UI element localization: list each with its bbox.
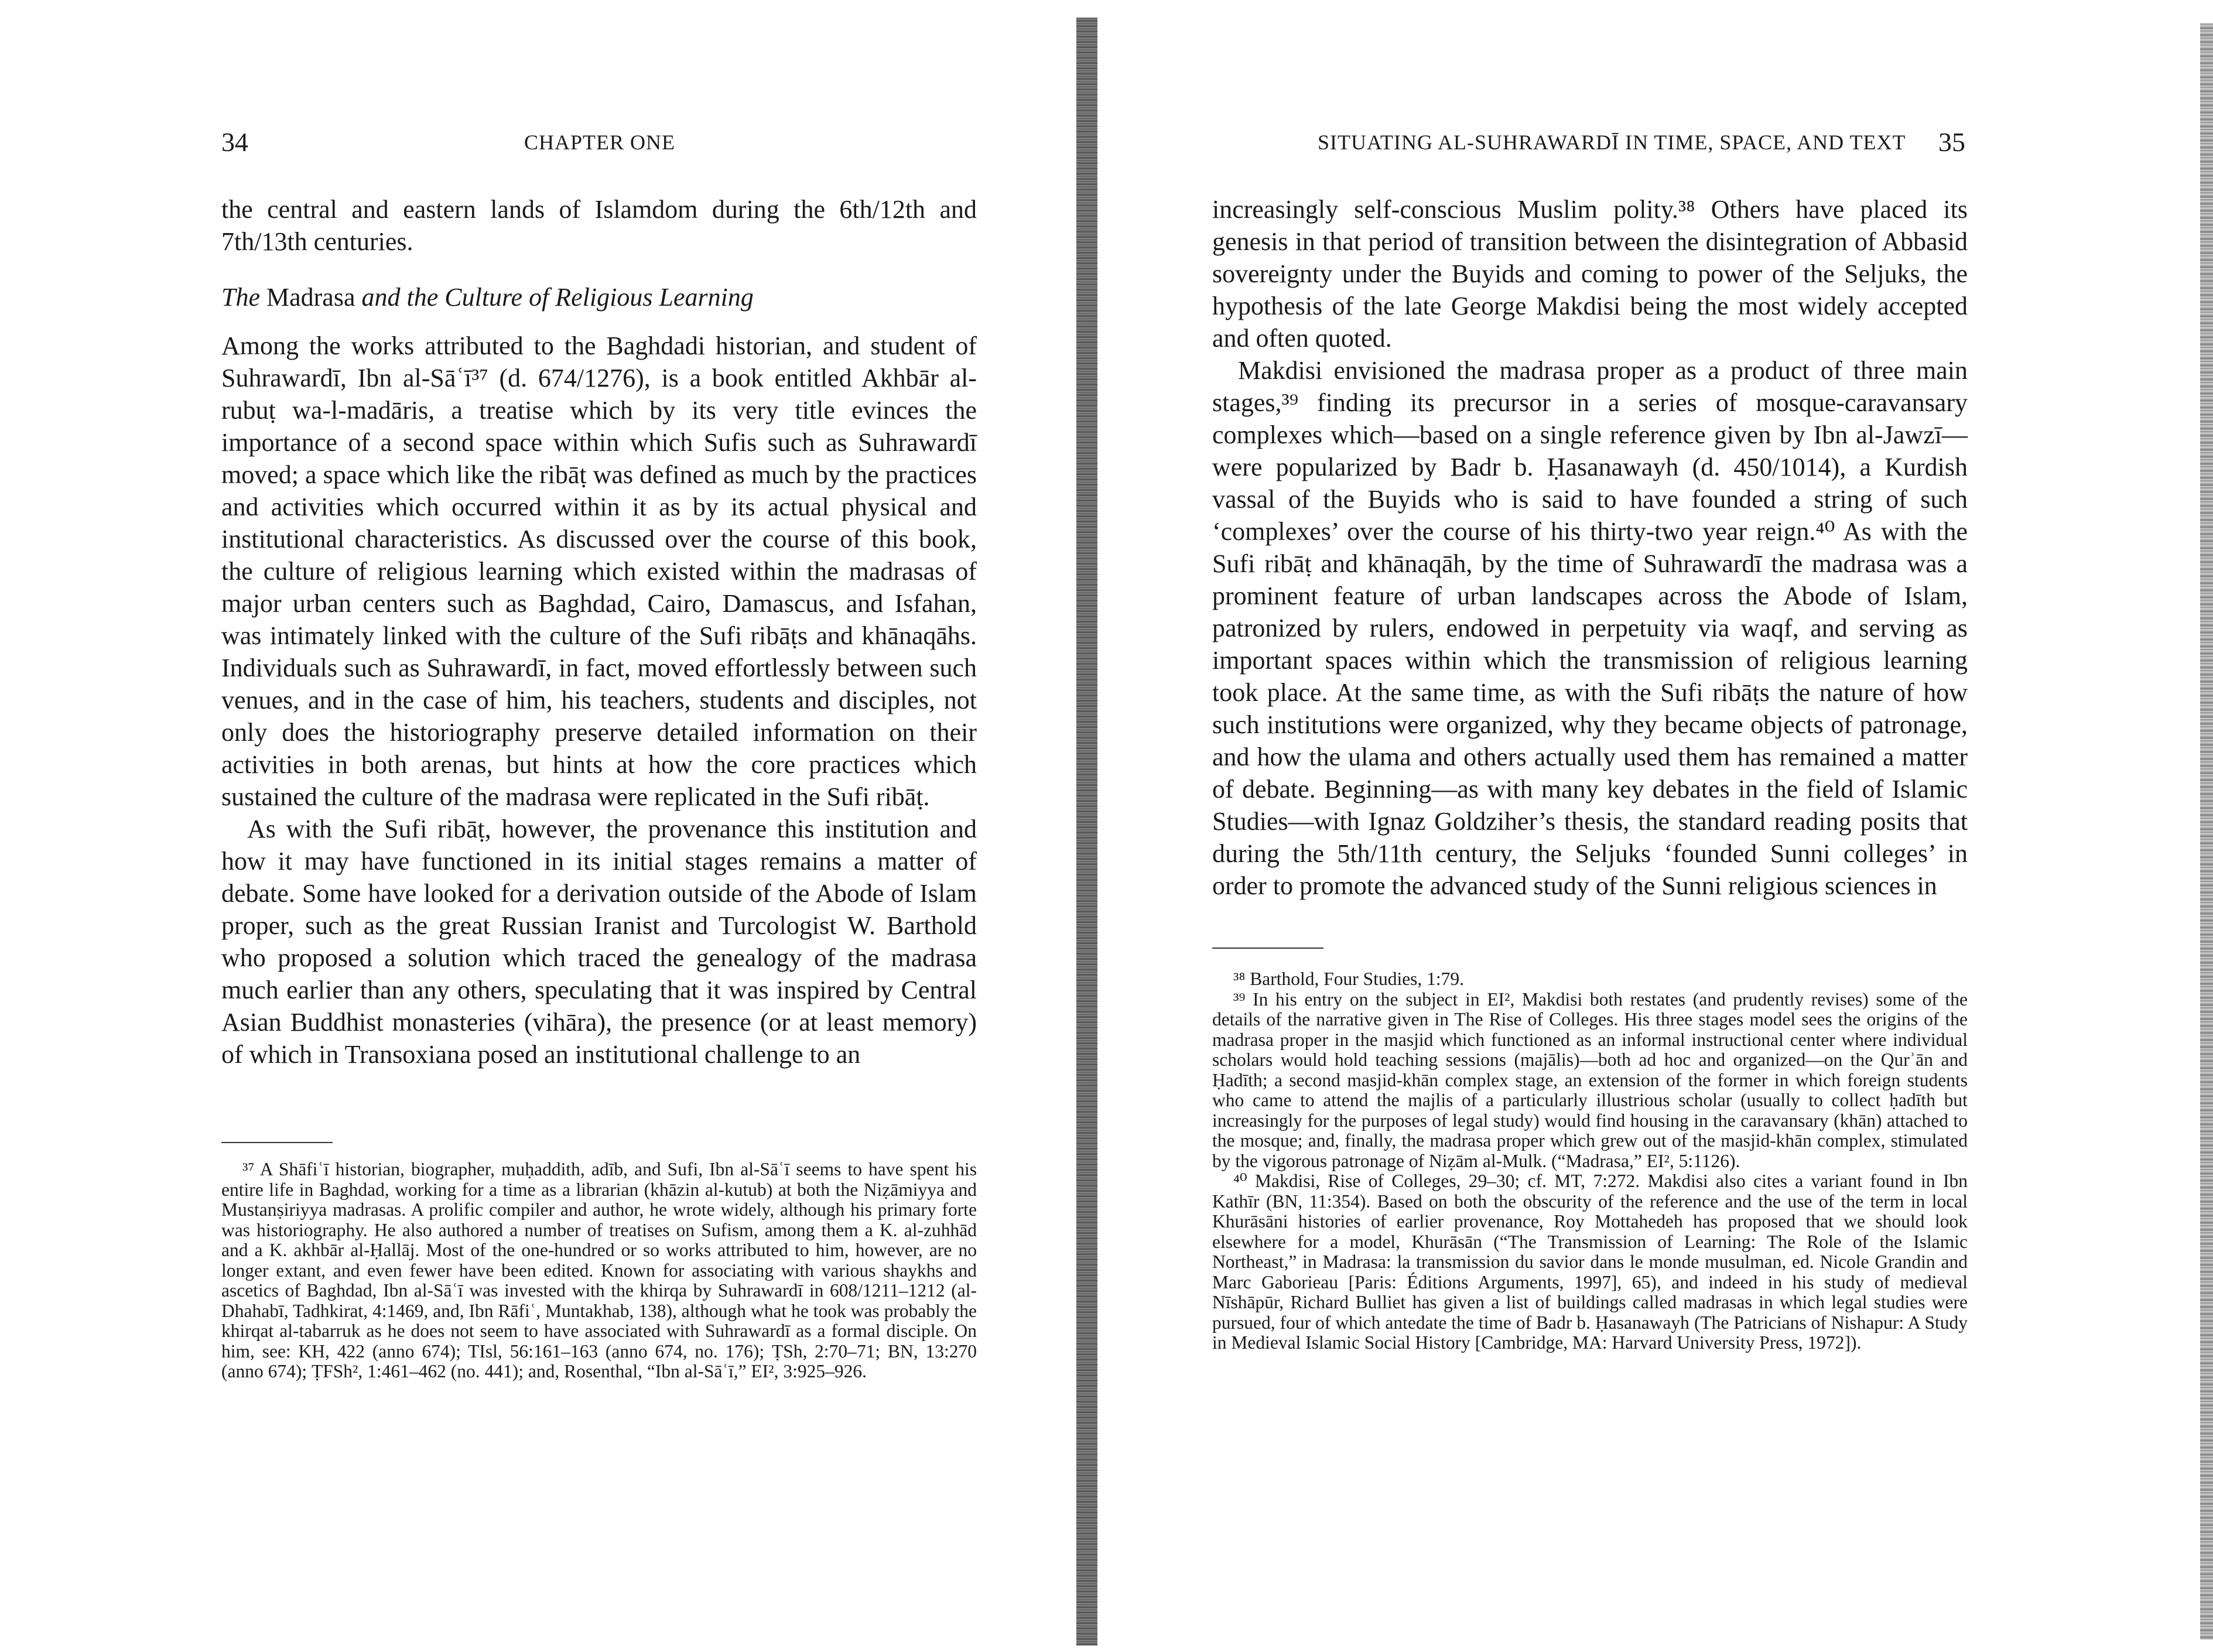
opening-paragraph: the central and eastern lands of Islamdom during the 6th/12th and 7th/13th centuries.: [221, 195, 977, 256]
footnote-rule: [221, 1142, 333, 1143]
section-heading: [221, 281, 977, 313]
body-text: [221, 193, 977, 1070]
footnotes: [221, 1160, 977, 1382]
page-edge: [2200, 23, 2213, 1640]
page-number: 34: [221, 127, 248, 157]
paragraph-1: increasingly self-conscious Muslim polity.³⁸ Others have placed its genesis in that period of transition between the disintegration of Abbasid sovereignty under the Buyids and coming to power of the Seljuks, the hypothesis of the late George Makdisi being the most widely accepted and often quoted.: [1212, 195, 1968, 353]
footnote-40: ⁴⁰ Makdisi, Rise of Colleges, 29–30; cf. MT, 7:272. Makdisi also cites a variant found in Ibn Kathīr (BN, 11:354). Based on both the obscurity of the reference and the use of the term in local Khurāsāni histories of earlier provenance, Roy Mottahedeh has proposed that we should look elsewhere for a model, Khurāsān (“The Transmission of Learning: The Role of the Islamic Northeast,” in Madrasa: la transmission du savior dans le monde musulman, ed. Nicole Grandin and Marc Gaborieau [Paris: Éditions Arguments, 1997], 65), and indeed in his study of medieval Nīshāpūr, Richard Bulliet has given a list of buildings called madrasas in which legal studies were pursued, four of which antedate the time of Badr b. Ḥasanawayh (The Patricians of Nishapur: A Study in Medieval Islamic Social History [Cambridge, MA: Harvard University Press, 1972]).: [1212, 1171, 1968, 1353]
running-head: SITUATING AL-SUHRAWARDĪ IN TIME, SPACE, AND TEXT: [1318, 131, 1906, 154]
paragraph-2: As with the Sufi ribāṭ, however, the provenance this institution and how it may have functioned in its initial stages remains a matter of debate. Some have looked for a derivation outside of the Abode of Islam proper, such as the great Russian Iranist and Turcologist W. Barthold who proposed a solution which traced the genealogy of the madrasa much earlier than any others, speculating that it was inspired by Central Asian Buddhist monasteries (vihāra), the presence (or at least memory) of which in Transoxiana posed an institutional challenge to an: [221, 815, 977, 1069]
right-page: [1095, 0, 2213, 1652]
footnote-38: ³⁸ Barthold, Four Studies, 1:79.: [1233, 969, 1465, 989]
page-number: 35: [1938, 127, 1965, 157]
footnote-39: ³⁹ In his entry on the subject in EI², Makdisi both restates (and prudently revises) some of the details of the narrative given in The Rise of Colleges. His three stages model sees the origins of the madrasa proper in the masjid which functioned as an informal instructional center where individual scholars would hold teaching sessions (majālis)—both ad hoc and organized—on the Qurʾān and Ḥadīth; a second masjid-khān complex stage, an extension of the former in which foreign students who came to attend the majlis of a particularly illustrious scholar (usually to collect ḥadīth but increasingly for the purposes of legal study) would find housing in the caravansary (khān) attached to the mosque; and, finally, the madrasa proper which grew out of the masjid-khān complex, stimulated by the vigorous patronage of Niẓām al-Mulk. (“Madrasa,” EI², 5:1126).: [1212, 989, 1968, 1171]
section-heading-part1: The: [221, 283, 260, 312]
running-head: CHAPTER ONE: [524, 131, 676, 154]
body-text: [1212, 193, 1968, 902]
footnotes: [1212, 969, 1968, 1353]
left-page: [0, 0, 1095, 1652]
section-heading-part3: and the Culture of Religious Learning: [361, 283, 754, 312]
paragraph-1: Among the works attributed to the Baghdadi historian, and student of Suhrawardī, Ibn al-Sāʿī³⁷ (d. 674/1276), is a book entitled Akhbār al-rubuṭ wa-l-madāris, a treatise which by its very title evinces the importance of a second space within which Sufis such as Suhrawardī moved; a space which like the ribāṭ was defined as much by the practices and activities which occurred within it as by its actual physical and institutional characteristics. As discussed over the course of this book, the culture of religious learning which existed within the madrasas of major urban centers such as Baghdad, Cairo, Damascus, and Isfahan, was intimately linked with the culture of the Sufi ribāṭs and khānaqāhs. Individuals such as Suhrawardī, in fact, moved effortlessly between such venues, and in the case of him, his teachers, students and disciples, not only does the historiography preserve detailed information on their activities in both arenas, but hints at how the core practices which sustained the culture of the madrasa were replicated in the Sufi ribāṭ.: [221, 331, 977, 811]
footnote-rule: [1212, 948, 1323, 949]
book-gutter: [1076, 18, 1097, 1646]
paragraph-2: Makdisi envisioned the madrasa proper as a product of three main stages,³⁹ finding its precursor in a series of mosque-caravansary complexes which—based on a single reference given by Ibn al-Jawzī—were popularized by Badr b. Ḥasanawayh (d. 450/1014), a Kurdish vassal of the Buyids who is said to have founded a string of such ‘complexes’ over the course of his thirty-two year reign.⁴⁰ As with the Sufi ribāṭ and khānaqāh, by the time of Suhrawardī the madrasa was a prominent feature of urban landscapes across the Abode of Islam, patronized by rulers, endowed in perpetuity via waqf, and serving as important spaces within which the transmission of religious learning took place. At the same time, as with the Sufi ribāṭs the nature of how such institutions were organized, why they became objects of patronage, and how the ulama and others actually used them has remained a matter of debate. Beginning—as with many key debates in the field of Islamic Studies—with Ignaz Goldziher’s thesis, the standard reading posits that during the 5th/11th century, the Seljuks ‘founded Sunni colleges’ in order to promote the advanced study of the Sunni religious sciences in: [1212, 356, 1968, 900]
section-heading-part2: Madrasa: [266, 283, 355, 312]
footnote-37: ³⁷ A Shāfiʿī historian, biographer, muḥaddith, adīb, and Sufi, Ibn al-Sāʿī seems to have spent his entire life in Baghdad, working for a time as a librarian (khāzin al-kutub) at both the Niẓāmiyya and Mustanṣiriyya madrasas. A prolific compiler and author, he wrote widely, although his primary forte was historiography. He also authored a number of treatises on Sufism, among them a K. al-zuhhād and a K. akhbār al-Ḥallāj. Most of the one-hundred or so works attributed to him, however, are no longer extant, and even fewer have been edited. Known for associating with various shaykhs and ascetics of Baghdad, Ibn al-Sāʿī was invested with the khirqa by Suhrawardī in 608/1211–1212 (al-Dhahabī, Tadhkirat, 4:1469, and, Ibn Rāfiʿ, Muntakhab, 138), although what he took was probably the khirqat al-tabarruk as he does not seem to have associated with Suhrawardī as a formal disciple. On him, see: KH, 422 (anno 674); TIsl, 56:161–163 (anno 674, no. 176); ṬSh, 2:70–71; BN, 13:270 (anno 674); ṬFSh², 1:461–462 (no. 441); and, Rosenthal, “Ibn al-Sāʿī,” EI², 3:925–926.: [221, 1159, 977, 1381]
